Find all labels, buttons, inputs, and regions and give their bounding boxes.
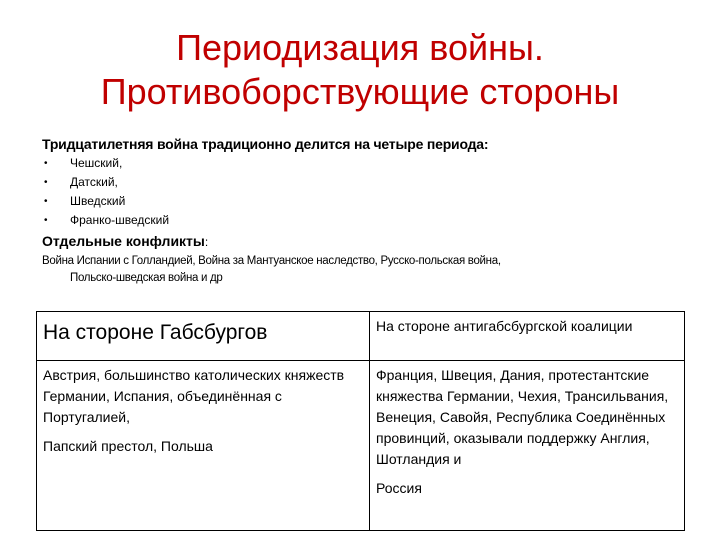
cell-habsburg-allies [37, 361, 370, 531]
title-line-1: Периодизация войны. [176, 27, 544, 68]
conflicts-line-2: Польско-шведская война и др [70, 272, 223, 284]
slide-title [0, 26, 720, 114]
conflicts-heading-text: Отдельные конфликты [42, 233, 205, 249]
period-label: Чешский, [70, 156, 123, 170]
list-item [42, 154, 169, 173]
header-coalition: На стороне антигабсбургской коалиции [376, 318, 633, 334]
coalition-members-text: Франция, Швеция, Дания, протестантские княжества Германии, Чехия, Трансильвания, Венеция, Савойя, Республика Соединённых провинций, оказывали поддержку Англия, Шотландия и [376, 367, 669, 467]
periods-list [42, 154, 169, 230]
bullet: • [44, 158, 48, 169]
period-label: Франко-шведский [70, 213, 170, 227]
conflicts-heading-colon: : [204, 235, 209, 249]
habsburg-allies-text: Австрия, большинство католических княжеств Германии, Испания, объединённая с Португалией, [43, 367, 345, 425]
list-item [42, 211, 169, 230]
list-item [42, 192, 169, 211]
title-line-2: Противоборствующие стороны [100, 71, 620, 112]
header-habsburg: На стороне Габсбургов [43, 321, 268, 344]
conflicts-line-1: Война Испании с Голландией, Война за Мантуанское наследство, Русско-польская война, [42, 255, 501, 267]
bullet: • [44, 177, 48, 188]
header-cell-coalition [370, 312, 685, 361]
cell-coalition-members [370, 361, 685, 531]
habsburg-allies-text-2: Папский престол, Польша [43, 438, 213, 454]
table-row [37, 361, 685, 531]
bullet: • [44, 196, 48, 207]
bullet: • [44, 215, 48, 226]
header-cell-habsburg [37, 312, 370, 361]
coalition-members-text-2: Россия [376, 480, 422, 496]
sides-table [36, 311, 685, 531]
table-header-row [37, 312, 685, 361]
conflicts-heading [42, 233, 208, 249]
intro-text: Тридцатилетняя война традиционно делится на четыре периода: [42, 136, 489, 152]
period-label: Шведский [70, 194, 126, 208]
list-item [42, 173, 169, 192]
conflicts-text [42, 253, 652, 287]
period-label: Датский, [70, 175, 118, 189]
